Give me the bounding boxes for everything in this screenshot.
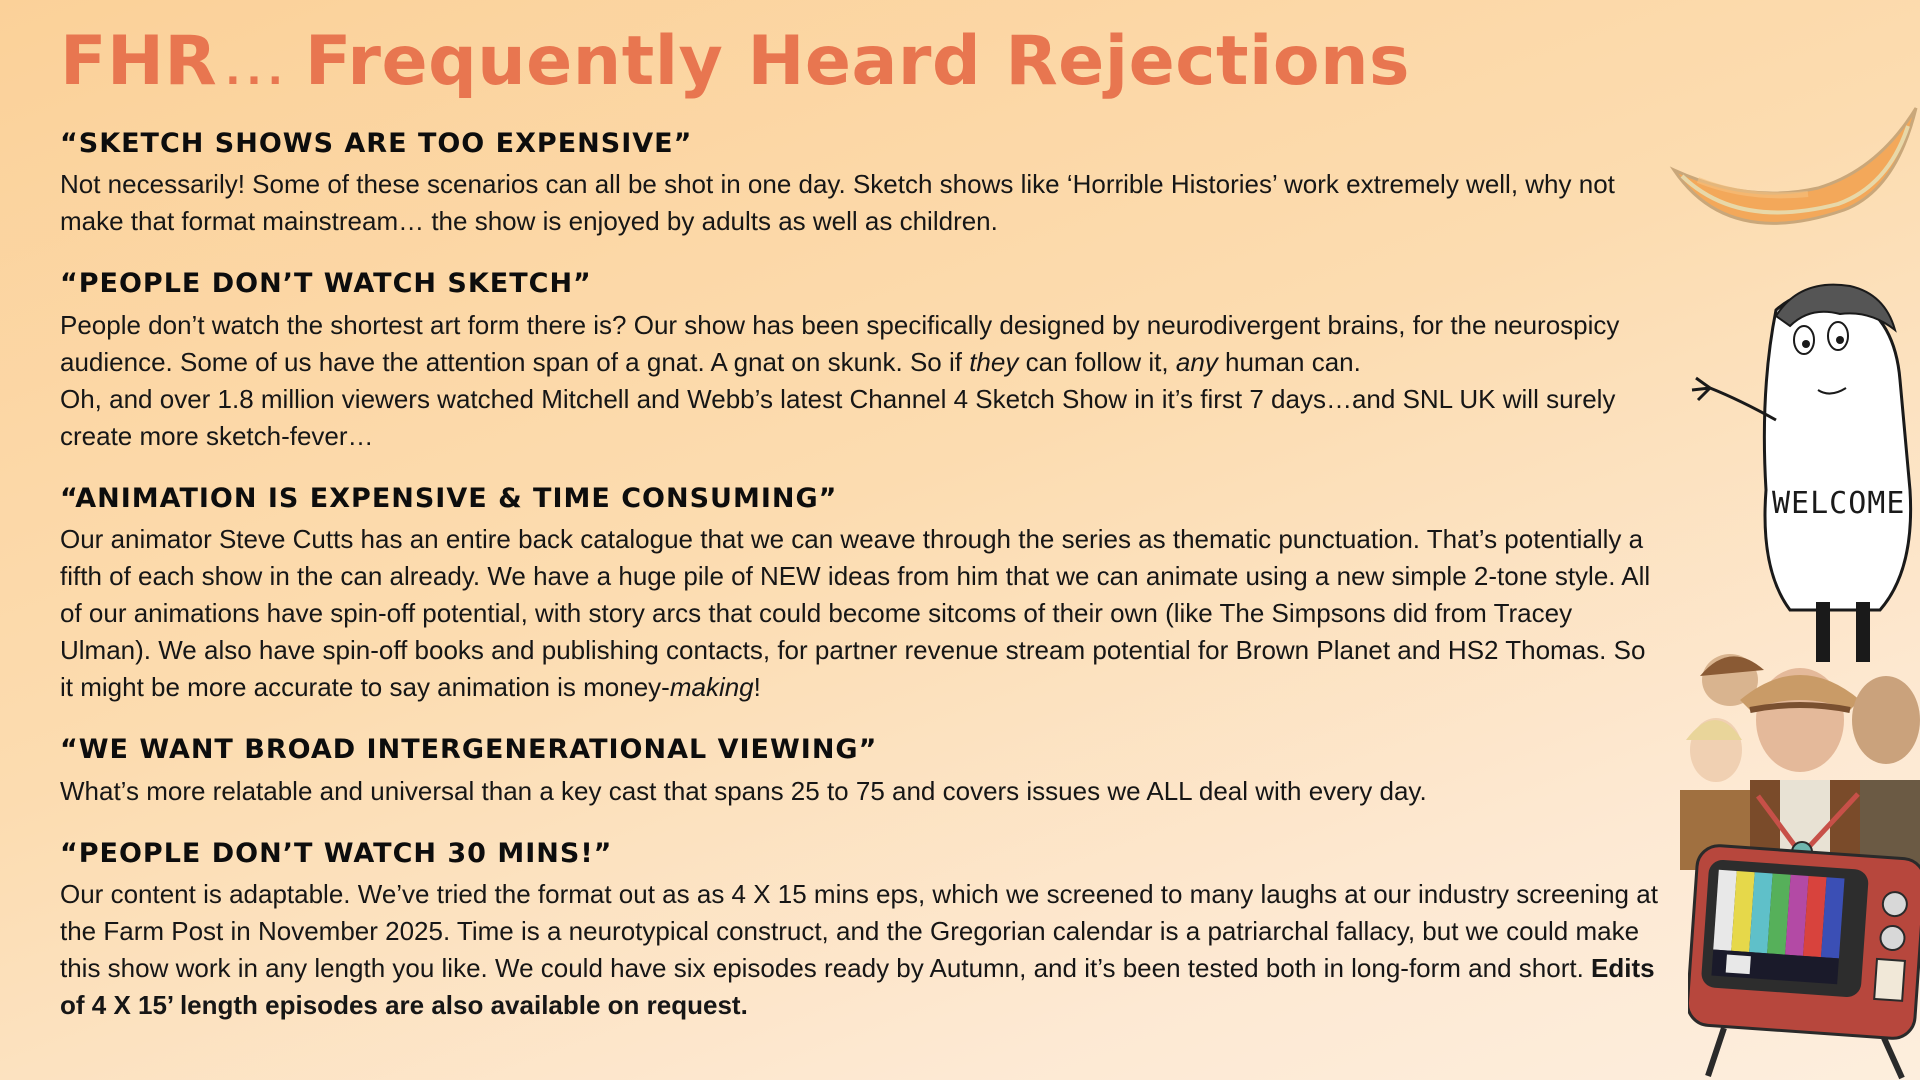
response-paragraph xyxy=(60,521,1660,706)
retro-tv-illustration xyxy=(1688,790,1920,1080)
rejection-heading: “WE WANT BROAD INTERGENERATIONAL VIEWING” xyxy=(60,734,878,766)
rejection-heading: “PEOPLE DON’T WATCH 30 MINS!” xyxy=(60,837,613,869)
rejection-section xyxy=(60,128,1660,240)
title-ellipsis: ... xyxy=(225,48,289,94)
emphasis-text: they xyxy=(969,346,1019,377)
rejection-response xyxy=(60,876,1660,1024)
text-run: People don’t watch the shortest art form there is? Our show has been specifically designed by neurodivergent brains, for the neurospicy audience. Some of us have the attention span of a gnat. A gnat on skunk. So if xyxy=(60,309,1620,377)
page-title xyxy=(60,22,1410,101)
rejection-section xyxy=(60,734,1660,809)
title-text: Frequently Heard Rejections xyxy=(304,22,1410,101)
rejection-heading: “SKETCH SHOWS ARE TOO EXPENSIVE” xyxy=(60,128,693,159)
rejection-heading: “PEOPLE DON’T WATCH SKETCH” xyxy=(60,268,592,300)
emphasis-text: any xyxy=(1175,346,1218,377)
emphasis-text: making xyxy=(669,672,754,703)
rejection-heading: “ANIMATION IS EXPENSIVE & TIME CONSUMING” xyxy=(60,482,838,514)
melon-slice-illustration xyxy=(1668,100,1920,230)
welcome-character-illustration xyxy=(1680,270,1920,670)
bold-text: Edits of 4 X 15’ length episodes are also available on request. xyxy=(60,952,1655,1020)
rejection-section xyxy=(60,838,1660,1024)
rejection-section xyxy=(60,268,1660,454)
rejection-response xyxy=(60,166,1660,240)
text-run: human can. xyxy=(1217,346,1361,377)
rejections-list xyxy=(60,128,1660,1052)
welcome-sign-text: WELCOME xyxy=(1772,486,1906,521)
text-run: can follow it, xyxy=(1018,346,1176,377)
response-paragraph xyxy=(60,876,1660,1024)
response-paragraph: Oh, and over 1.8 million viewers watched Mitchell and Webb’s latest Channel 4 Sketch Show in it’s first 7 days…and SNL UK will surely create more sketch-fever… xyxy=(60,383,1616,451)
response-paragraph: Not necessarily! Some of these scenarios can all be shot in one day. Sketch shows like ‘Horrible Histories’ work extremely well, why not make that format mainstream… the show is enjoyed by adults as well as children. xyxy=(60,169,1615,237)
text-run: Our animator Steve Cutts has an entire back catalogue that we can weave through the series as thematic punctuation. That’s potentially a fifth of each show in the can already. We have a huge pile of NEW ideas from him that we can animate using a new simple 2-tone style. All of our animations have spin-off potential, with story arcs that could become sitcoms of their own (like The Simpsons did from Tracey Ulman). We also have spin-off books and publishing contacts, for partner revenue stream potential for Brown Planet and HS2 Thomas. So it might be more accurate to say animation is money- xyxy=(60,524,1651,703)
rejection-response xyxy=(60,773,1660,810)
rejection-response xyxy=(60,307,1660,455)
rejection-response xyxy=(60,521,1660,706)
title-abbreviation: FHR xyxy=(60,22,218,101)
rejection-section xyxy=(60,483,1660,706)
text-run: ! xyxy=(753,672,761,703)
response-paragraph: What’s more relatable and universal than a key cast that spans 25 to 75 and covers issues we ALL deal with every day. xyxy=(60,775,1427,806)
response-paragraph xyxy=(60,307,1660,381)
text-run: Our content is adaptable. We’ve tried the format out as as 4 X 15 mins eps, which we screened to many laughs at our industry screening at the Farm Post in November 2025. Time is a neurotypical construct, and the Gregorian calendar is a patriarchal fallacy, but we could make this show work in any length you like. We could have six episodes ready by Autumn, and it’s been tested both in long-form and short. xyxy=(60,878,1658,983)
